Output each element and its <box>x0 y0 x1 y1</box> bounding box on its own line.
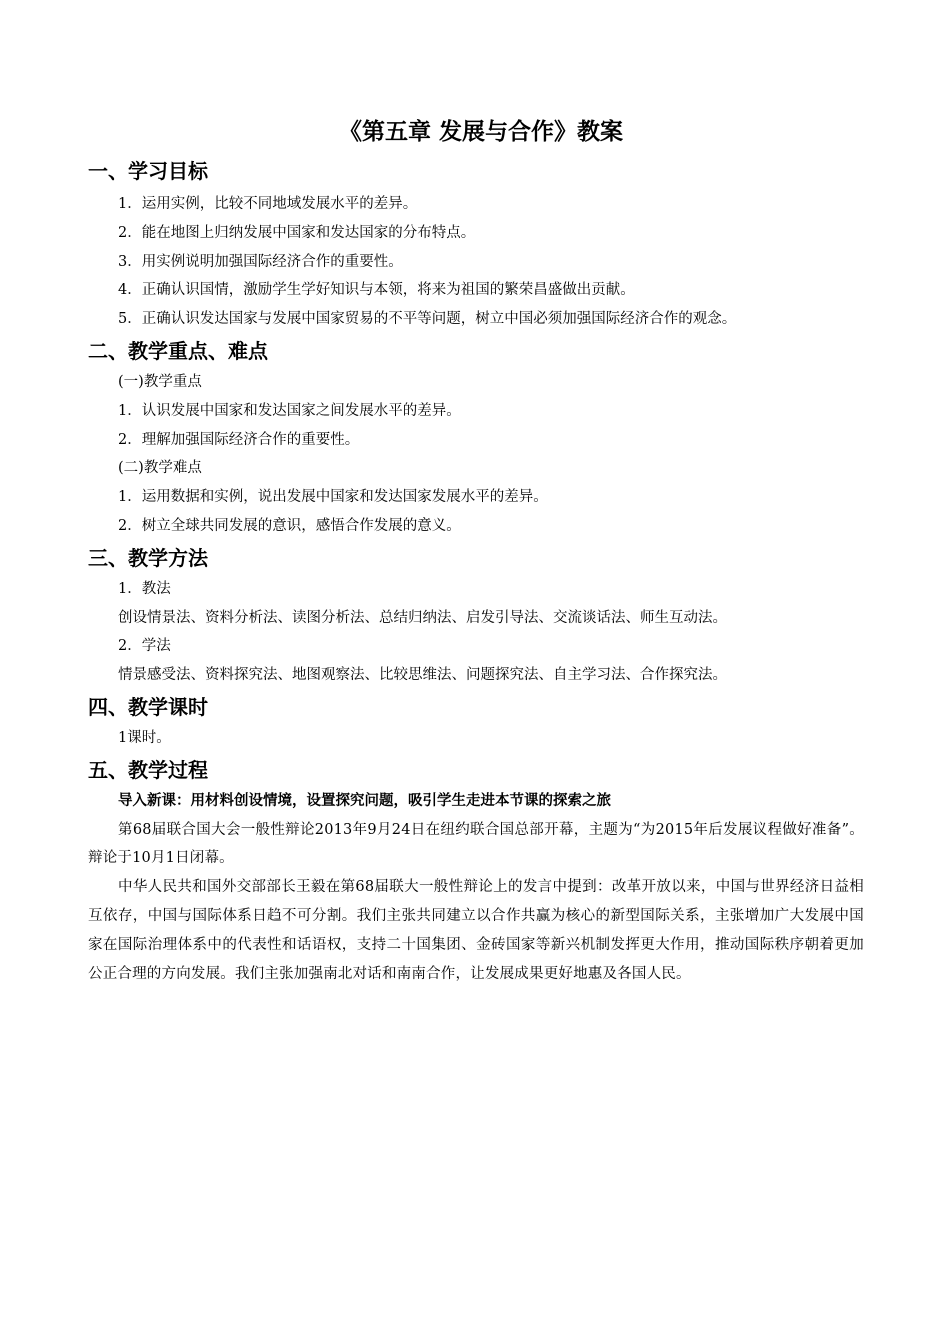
document-title: 《第五章 发展与合作》教案 <box>338 119 623 145</box>
objective-item: 2．能在地图上归纳发展中国家和发达国家的分布特点。 <box>118 224 476 241</box>
objective-item: 1．运用实例，比较不同地域发展水平的差异。 <box>118 196 418 212</box>
section-heading-process: 五、教学过程 <box>88 757 208 782</box>
document-page <box>88 110 864 988</box>
section-heading-objectives: 一、学习目标 <box>88 159 208 183</box>
key-point-item: 1．认识发展中国家和发达国家之间发展水平的差异。 <box>118 402 461 419</box>
objective-item: 5．正确认识发达国家与发展中国家贸易的不平等问题，树立中国必须加强国际经济合作的观念。 <box>118 311 737 328</box>
objective-item: 4．正确认识国情，激励学生学好知识与本领，将来为祖国的繁荣昌盛做出贡献。 <box>118 282 635 299</box>
process-paragraph: 中华人民共和国外交部部长王毅在第68届联大一般性辩论上的发言中提到：改革开放以来，中国与世界经济日益相互依存，中国与国际体系日趋不可分割。我们主张共同建立以合作共赢为核心的新型国际关系，主张增加广大发展中国家在国际治理体系中的代表性和话语权，支持二十国集团、金砖国家等新兴机制发挥更大作用，推动国际秩序朝着更加公正合理的方向发展。我们主张加强南北对话和南南合作，让发展成果更好地惠及各国人民。 <box>88 879 864 982</box>
process-paragraph: 第68届联合国大会一般性辩论2013年9月24日在纽约联合国总部开幕，主题为“为2015年后发展议程做好准备”。辩论于10月1日闭幕。 <box>88 821 864 867</box>
difficulty-item: 1．运用数据和实例，说出发展中国家和发达国家发展水平的差异。 <box>118 489 548 506</box>
intro-label: 导入新课：用材料创设情境，设置探究问题，吸引学生走进本节课的探索之旅 <box>118 792 611 809</box>
difficulties-subheading: (二)教学难点 <box>118 460 202 477</box>
section-heading-methods: 三、教学方法 <box>88 545 208 570</box>
class-hours-text: 1课时。 <box>118 729 171 746</box>
key-point-item: 2．理解加强国际经济合作的重要性。 <box>118 431 360 448</box>
difficulty-item: 2．树立全球共同发展的意识，感悟合作发展的意义。 <box>118 517 461 534</box>
learning-method-label: 2．学法 <box>118 638 171 655</box>
teaching-method-label: 1．教法 <box>118 580 171 597</box>
section-heading-key-points: 二、教学重点、难点 <box>88 338 268 363</box>
teaching-method-text: 创设情景法、资料分析法、读图分析法、总结归纳法、启发引导法、交流谈话法、师生互动法。 <box>118 609 727 626</box>
objective-item: 3．用实例说明加强国际经济合作的重要性。 <box>118 253 403 270</box>
learning-method-text: 情景感受法、资料探究法、地图观察法、比较思维法、问题探究法、自主学习法、合作探究法。 <box>118 667 727 684</box>
section-heading-class-hours: 四、教学课时 <box>88 694 208 719</box>
key-points-subheading: (一)教学重点 <box>118 373 202 390</box>
